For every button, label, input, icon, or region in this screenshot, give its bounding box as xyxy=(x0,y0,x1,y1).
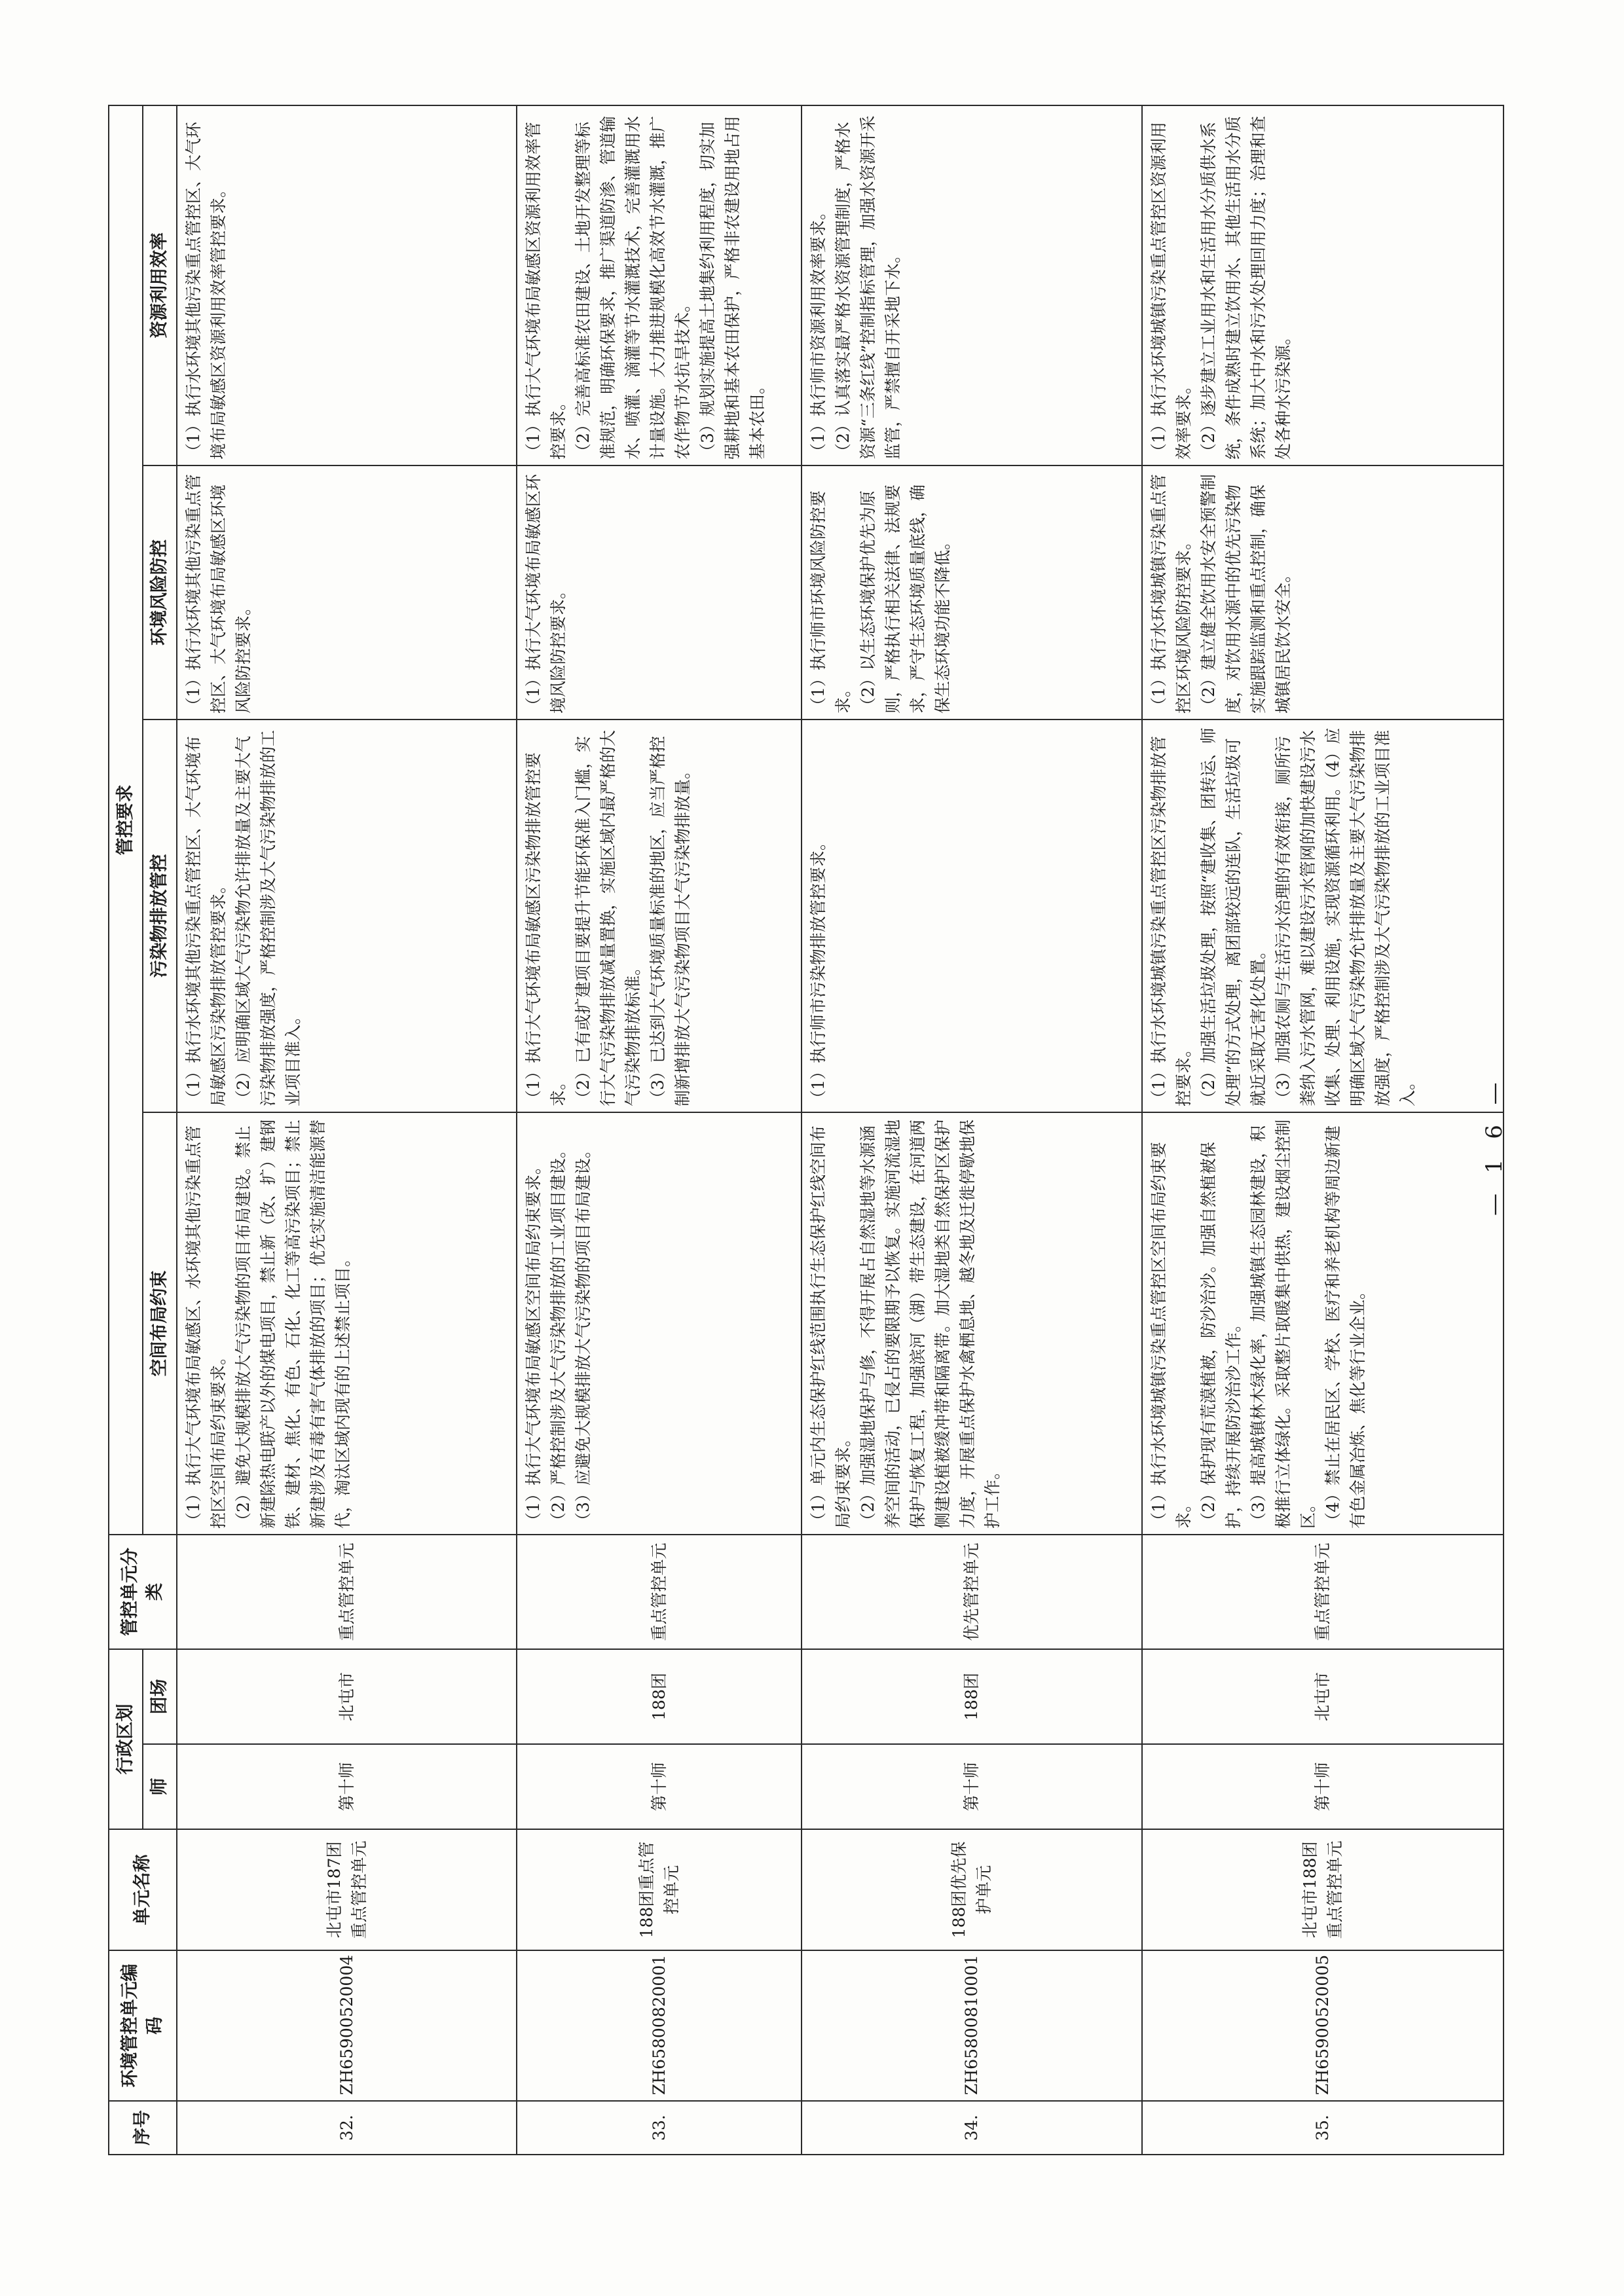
requirement-paragraph: （2）完善高标准农田建设、土地开发整理等标准规范，明确环保要求，推广渠道防渗、管道输水、喷灌、滴灌等节水灌溉技术，完善灌溉用水计量设施。大力推进规模化高效节水灌溉，推广农作物节水抗旱技术。 xyxy=(574,115,693,460)
category-cell: 重点管控单元 xyxy=(517,1535,802,1649)
risk-control-cell xyxy=(177,465,517,720)
requirement-paragraph: （2）加强湿地保护与修，不得开展占自然湿地等水源涵养空间的活动，已侵占的要限期予以恢复。实施河流湿地保护与恢复工程，加强滨河（湖）带生态建设，在河道两侧建设植被缓冲带和隔离带。加大湿地类自然保护区保护力度，开展重点保护水禽栖息地、越冬地及迁徙停歇地保护工作。 xyxy=(858,1119,1003,1529)
pollution-control-cell xyxy=(517,720,802,1112)
requirement-paragraph: （1）执行大气环境布局敏感区空间布局约束要求。 xyxy=(524,1158,544,1529)
resource-efficiency-cell xyxy=(1142,105,1504,465)
unit-code-cell: ZH65900520004 xyxy=(177,1950,517,2101)
resource-efficiency-cell xyxy=(802,105,1141,465)
header-row-1 xyxy=(109,105,143,2155)
page-number: — 1 6 — xyxy=(1481,1076,1507,1216)
division-cell: 第十师 xyxy=(177,1744,517,1829)
requirement-paragraph: （1）执行水环境其他污染重点管控区、大气环境布局敏感区资源利用效率管控要求。 xyxy=(184,122,228,460)
resource-efficiency-cell xyxy=(177,105,517,465)
unit-code-cell: ZH65800810001 xyxy=(802,1950,1141,2101)
requirement-paragraph: （3）加强农厕与生活污水治理的有效衔接，厕所污粪纳入污水管网，难以建设污水管网的加快建设污水收集、处理、利用设施，实现资源循环利用。（4）应明确区域大气污染物允许排放量及主要大气污染物排放强度，严格控制涉及大气污染物排放的工业项目准入。 xyxy=(1273,727,1417,1106)
requirement-paragraph: （2）认真落实最严格水资源管理制度，严格水资源“三条红线”控制指标管理，加强水资源开采监管，严禁擅自开采地下水。 xyxy=(834,115,903,460)
requirement-paragraph: （2）建立健全饮用水安全预警制度，对饮用水源中的优先污染物实施跟踪监测和重点控制，确保城镇居民饮水安全。 xyxy=(1198,474,1293,714)
division-cell: 第十师 xyxy=(802,1744,1141,1829)
requirement-paragraph: （1）执行大气环境布局敏感区污染物排放管控要求。 xyxy=(524,752,568,1106)
pollution-control-cell xyxy=(1142,720,1504,1112)
requirement-paragraph: （1）执行大气环境布局敏感区环境风险防控要求。 xyxy=(524,474,568,714)
unit-name-cell: 188团优先保护单元 xyxy=(802,1829,1141,1950)
risk-control-cell xyxy=(1142,465,1504,720)
category-cell: 重点管控单元 xyxy=(1142,1535,1504,1649)
requirement-paragraph: （1）执行水环境城镇污染重点管控区空间布局约束要求。 xyxy=(1149,1142,1193,1529)
header-regiment: 团场 xyxy=(143,1649,177,1744)
category-cell: 优先管控单元 xyxy=(802,1535,1141,1649)
requirement-paragraph: （1）执行水环境城镇污染重点管控区污染物排放管控要求。 xyxy=(1149,736,1193,1106)
requirement-paragraph: （3）规划实施提高土地集约利用程度，切实加强耕地和基本农田保护，严格非农建设用地占用基本农田。 xyxy=(698,115,767,460)
requirement-paragraph: （1）执行师市污染物排放管控要求。 xyxy=(809,834,828,1106)
header-resource: 资源利用效率 xyxy=(143,105,177,465)
header-category: 管控单元分类 xyxy=(109,1535,177,1649)
seq-cell: 32. xyxy=(177,2101,517,2155)
requirement-paragraph: （2）已有或扩建项目要提升节能环保准入门槛，实行大气污染物排放减量置换，实施区域内最严格的大气污染物排放标准。 xyxy=(574,729,643,1106)
requirement-paragraph: （1）执行水环境城镇污染重点管控区环境风险防控要求。 xyxy=(1149,474,1193,714)
requirement-paragraph: （3）应避免大规模排放大气污染物的项目布局建设。 xyxy=(574,1142,593,1529)
requirement-paragraph: （2）加强生活垃圾处理，按照“建收集、团转运、师处理”的方式处理，离团部较远的连队，生活垃圾可就近采取无害化处置。 xyxy=(1198,727,1268,1106)
regiment-cell: 北屯市 xyxy=(1142,1649,1504,1744)
header-admin: 行政区划 xyxy=(109,1649,143,1829)
regiment-cell: 188团 xyxy=(802,1649,1141,1744)
regiment-cell: 188团 xyxy=(517,1649,802,1744)
division-cell: 第十师 xyxy=(1142,1744,1504,1829)
table-row xyxy=(1142,105,1504,2155)
pollution-control-cell xyxy=(177,720,517,1112)
spatial-constraint-cell xyxy=(177,1112,517,1535)
requirement-paragraph: （3）已达到大气环境质量标准的地区，应当严格控制新增排放大气污染物项目大气污染物排放量。 xyxy=(648,736,693,1106)
seq-cell: 34. xyxy=(802,2101,1141,2155)
table-row xyxy=(517,105,802,2155)
spatial-constraint-cell xyxy=(517,1112,802,1535)
requirement-paragraph: （2）逐步建立工业用水和生活用水分质供水系统，条件成熟时建立饮用水、其他生活用水分质系统；加大中水和污水处理回用力度；治理和查处各种水污染源。 xyxy=(1198,115,1293,460)
header-risk: 环境风险防控 xyxy=(143,465,177,720)
requirement-paragraph: （1）执行水环境其他污染重点管控区、大气环境布局敏感区污染物排放管控要求。 xyxy=(184,736,228,1106)
requirement-paragraph: （2）保护现有荒漠植被，防沙治沙。加强自然植被保护，持续开展防沙治沙工作。 xyxy=(1198,1142,1243,1529)
requirement-paragraph: （1）执行水环境其他污染重点管控区、大气环境布局敏感区环境风险防控要求。 xyxy=(184,474,253,714)
requirement-paragraph: （1）执行师市环境风险防控要求。 xyxy=(809,490,853,714)
header-name: 单元名称 xyxy=(109,1829,177,1950)
unit-code-cell: ZH65900520005 xyxy=(1142,1950,1504,2101)
seq-cell: 35. xyxy=(1142,2101,1504,2155)
requirement-paragraph: （3）提高城镇林木绿化率，加强城镇生态园林建设，积极推行立体绿化。采取整片取暖集中供热，建设烟尘控制区。 xyxy=(1248,1119,1318,1529)
header-seq: 序号 xyxy=(109,2101,177,2155)
unit-name-cell: 北屯市188团重点管控单元 xyxy=(1142,1829,1504,1950)
table-row xyxy=(802,105,1141,2155)
requirement-paragraph: （2）严格控制涉及大气污染物排放的工业项目建设。 xyxy=(549,1142,568,1529)
header-pollution: 污染物排放管控 xyxy=(143,720,177,1112)
unit-name-cell: 北屯市187团重点管控单元 xyxy=(177,1829,517,1950)
category-cell: 重点管控单元 xyxy=(177,1535,517,1649)
requirement-paragraph: （1）执行大气环境布局敏感区、水环境其他污染重点管控区空间布局约束要求。 xyxy=(184,1125,228,1529)
control-unit-table xyxy=(108,105,1504,2155)
risk-control-cell xyxy=(517,465,802,720)
requirement-paragraph: （1）单元内生态保护红线范围执行生态保护红线空间布局约束要求。 xyxy=(809,1125,853,1529)
requirement-paragraph: （4）禁止在居民区、学校、医疗和养老机构等周边新建有色金属冶炼、焦化等行业企业。 xyxy=(1323,1125,1367,1529)
header-division: 师 xyxy=(143,1744,177,1829)
requirement-paragraph: （2）避免大规模排放大气污染物的项目布局建设。禁止新建除热电联产以外的煤电项目，禁止新（改、扩）建钢铁、建材、焦化、有色、石化、化工等高污染项目；禁止新建涉及有毒有害气体排放的项目；优先实施清洁能源替代，淘汰区域内现有的上述禁止项目。 xyxy=(234,1119,352,1529)
requirement-paragraph: （2）以生态环境保护优先为原则，严格执行相关法律、法规要求，严守生态环境质量底线，确保生态环境功能不降低。 xyxy=(858,484,953,714)
requirement-paragraph: （1）执行水环境城镇污染重点管控区资源利用效率要求。 xyxy=(1149,122,1193,460)
seq-cell: 33. xyxy=(517,2101,802,2155)
pollution-control-cell xyxy=(802,720,1141,1112)
risk-control-cell xyxy=(802,465,1141,720)
table-row xyxy=(177,105,517,2155)
unit-code-cell: ZH65800820001 xyxy=(517,1950,802,2101)
header-requirements: 管控要求 xyxy=(109,105,143,1535)
unit-name-cell: 188团重点管控单元 xyxy=(517,1829,802,1950)
spatial-constraint-cell xyxy=(802,1112,1141,1535)
resource-efficiency-cell xyxy=(517,105,802,465)
header-code: 环境管控单元编码 xyxy=(109,1950,177,2101)
requirement-paragraph: （2）应明确区域大气污染物允许排放量及主要大气污染物排放强度，严格控制涉及大气污染物排放的工业项目准入。 xyxy=(234,729,303,1106)
header-spatial: 空间布局约束 xyxy=(143,1112,177,1535)
regiment-cell: 北屯市 xyxy=(177,1649,517,1744)
requirement-paragraph: （1）执行大气环境布局敏感区资源利用效率管控要求。 xyxy=(524,122,568,460)
division-cell: 第十师 xyxy=(517,1744,802,1829)
requirement-paragraph: （1）执行师市资源利用效率要求。 xyxy=(809,204,828,460)
spatial-constraint-cell xyxy=(1142,1112,1504,1535)
